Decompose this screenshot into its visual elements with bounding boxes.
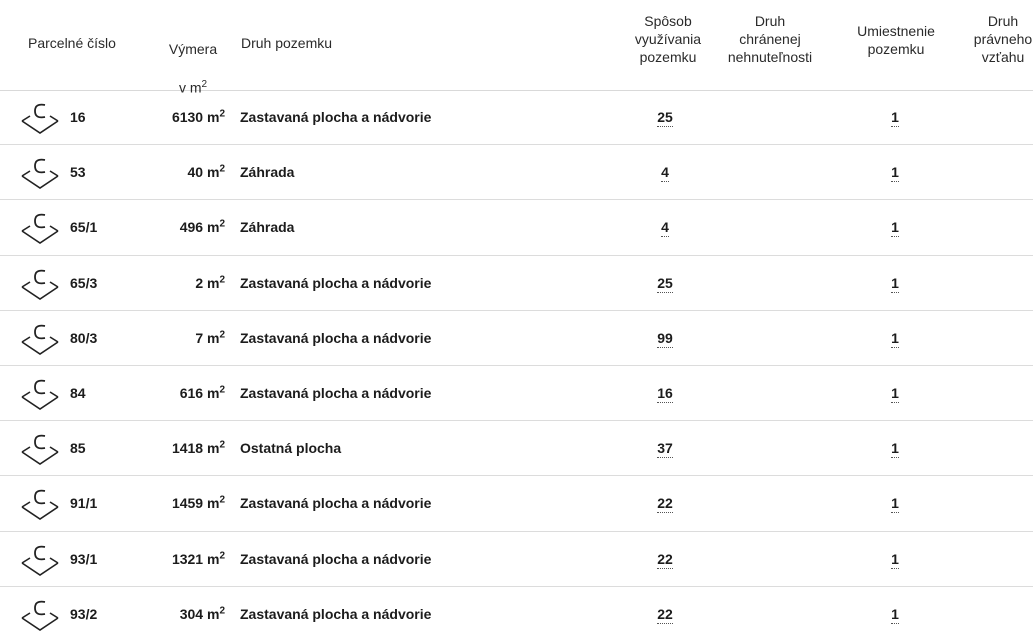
- parcel-area: [150, 200, 225, 254]
- usage-method-cell: [640, 200, 690, 254]
- parcel-area-sup: 2: [219, 605, 225, 617]
- usage-method-cell: [640, 421, 690, 475]
- usage-method-link[interactable]: 99: [657, 329, 673, 346]
- usage-method-cell: [640, 587, 690, 641]
- usage-method-cell: [640, 532, 690, 586]
- location-link[interactable]: 1: [891, 274, 899, 291]
- parcel-number: 16: [70, 109, 86, 125]
- parcel-number: 53: [70, 164, 86, 181]
- location-cell: [870, 311, 920, 365]
- parcel-number: 65/1: [70, 219, 98, 236]
- parcel-area: [150, 476, 225, 530]
- table-header: [0, 0, 1033, 96]
- table-row: [0, 366, 1033, 421]
- parcel-area-sup: 2: [219, 108, 225, 120]
- usage-method-link[interactable]: 37: [657, 440, 673, 457]
- parcel-number: 85: [70, 440, 86, 457]
- header-area-sup: 2: [201, 79, 208, 90]
- land-kind: Zastavaná plocha a nádvorie: [240, 495, 432, 512]
- land-kind: Zastavaná plocha a nádvorie: [240, 384, 432, 401]
- land-kind: Zastavaná plocha a nádvorie: [240, 550, 432, 567]
- table-row: [0, 421, 1033, 476]
- header-area-label: Výmera: [168, 41, 218, 57]
- location-cell: [870, 145, 920, 199]
- parcel-area-sup: 2: [219, 218, 225, 230]
- usage-method-link[interactable]: 4: [661, 219, 669, 236]
- parcel-area-value: 2 m: [195, 274, 220, 291]
- parcel-area: [150, 311, 225, 365]
- location-cell: [870, 256, 920, 310]
- parcel-shape-icon[interactable]: [18, 541, 62, 577]
- parcel-area-value: 6130 m: [171, 109, 220, 125]
- parcel-number: 91/1: [70, 495, 98, 512]
- location-link[interactable]: 1: [891, 384, 899, 401]
- land-kind: Zastavaná plocha a nádvorie: [240, 329, 432, 346]
- usage-method-link[interactable]: 25: [657, 109, 673, 125]
- parcel-shape-icon[interactable]: [18, 485, 62, 521]
- parcel-table-body: [0, 90, 1033, 641]
- header-protected-kind: Druh chránenej nehnuteľnosti: [727, 13, 813, 65]
- location-cell: [870, 90, 920, 144]
- parcel-area: [150, 90, 225, 144]
- location-link[interactable]: 1: [891, 219, 899, 236]
- parcel-area-value: 7 m: [195, 329, 220, 346]
- header-legal-relation: Druh právneho vzťahu: [973, 13, 1033, 65]
- header-usage-method: Spôsob využívania pozemku: [634, 13, 702, 65]
- land-kind: Záhrada: [240, 164, 295, 181]
- parcel-area-sup: 2: [219, 384, 225, 396]
- location-cell: [870, 200, 920, 254]
- parcel-number: 93/2: [70, 605, 98, 622]
- table-row: [0, 200, 1033, 255]
- usage-method-cell: [640, 366, 690, 420]
- land-kind: Zastavaná plocha a nádvorie: [240, 605, 432, 622]
- parcel-area-sup: 2: [219, 549, 225, 561]
- parcel-shape-icon[interactable]: [18, 99, 62, 135]
- parcel-number: 84: [70, 384, 86, 401]
- header-land-kind: Druh pozemku: [241, 35, 333, 51]
- location-cell: [870, 532, 920, 586]
- usage-method-cell: [640, 145, 690, 199]
- header-area: [153, 22, 233, 97]
- parcel-number: 80/3: [70, 329, 98, 346]
- parcel-shape-icon[interactable]: [18, 320, 62, 356]
- usage-method-link[interactable]: 22: [657, 605, 673, 622]
- location-link[interactable]: 1: [891, 109, 899, 125]
- usage-method-cell: [640, 311, 690, 365]
- parcel-area-value: 496 m: [179, 219, 220, 236]
- land-kind: Zastavaná plocha a nádvorie: [240, 109, 432, 125]
- parcel-area-sup: 2: [219, 163, 225, 175]
- location-link[interactable]: 1: [891, 550, 899, 567]
- location-link[interactable]: 1: [891, 329, 899, 346]
- parcel-area: [150, 145, 225, 199]
- parcel-area-sup: 2: [219, 329, 225, 341]
- parcel-number: 93/1: [70, 550, 98, 567]
- usage-method-cell: [640, 476, 690, 530]
- parcel-area-sup: 2: [219, 494, 225, 506]
- parcel-area-value: 1459 m: [171, 495, 220, 512]
- usage-method-link[interactable]: 16: [657, 384, 673, 401]
- parcel-shape-icon[interactable]: [18, 154, 62, 190]
- parcel-area: [150, 587, 225, 641]
- parcel-shape-icon[interactable]: [18, 209, 62, 245]
- table-row: [0, 587, 1033, 641]
- header-area-unit: v m: [178, 79, 202, 96]
- parcel-area-value: 40 m: [187, 164, 220, 181]
- location-cell: [870, 421, 920, 475]
- parcel-shape-icon[interactable]: [18, 265, 62, 301]
- land-kind: Ostatná plocha: [240, 440, 342, 457]
- table-row: [0, 90, 1033, 145]
- land-kind: Záhrada: [240, 219, 295, 236]
- parcel-area-value: 1321 m: [171, 550, 220, 567]
- usage-method-link[interactable]: 4: [661, 164, 669, 181]
- table-row: [0, 311, 1033, 366]
- location-cell: [870, 476, 920, 530]
- usage-method-cell: [640, 256, 690, 310]
- usage-method-cell: [640, 90, 690, 144]
- table-row: [0, 532, 1033, 587]
- table-row: [0, 256, 1033, 311]
- parcel-shape-icon[interactable]: [18, 430, 62, 466]
- header-location: Umiestnenie pozemku: [857, 23, 935, 57]
- location-cell: [870, 587, 920, 641]
- table-row: [0, 476, 1033, 531]
- usage-method-link[interactable]: 22: [657, 550, 673, 567]
- parcel-area-sup: 2: [219, 273, 225, 285]
- parcel-area: [150, 366, 225, 420]
- table-row: [0, 145, 1033, 200]
- parcel-area-sup: 2: [219, 439, 225, 451]
- header-parcel-number: Parcelné číslo: [28, 35, 116, 51]
- parcel-shape-icon[interactable]: [18, 596, 62, 632]
- location-link[interactable]: 1: [891, 605, 899, 622]
- land-kind: Zastavaná plocha a nádvorie: [240, 274, 432, 291]
- location-link[interactable]: 1: [891, 440, 899, 457]
- parcel-area-value: 304 m: [179, 605, 220, 622]
- parcel-area: [150, 421, 225, 475]
- usage-method-link[interactable]: 25: [657, 274, 673, 291]
- location-link[interactable]: 1: [891, 495, 899, 512]
- parcel-shape-icon[interactable]: [18, 375, 62, 411]
- parcel-area: [150, 256, 225, 310]
- parcel-area: [150, 532, 225, 586]
- usage-method-link[interactable]: 22: [657, 495, 673, 512]
- parcel-area-value: 1418 m: [171, 440, 220, 457]
- parcel-number: 65/3: [70, 274, 98, 291]
- location-cell: [870, 366, 920, 420]
- parcel-area-value: 616 m: [179, 384, 220, 401]
- location-link[interactable]: 1: [891, 164, 899, 181]
